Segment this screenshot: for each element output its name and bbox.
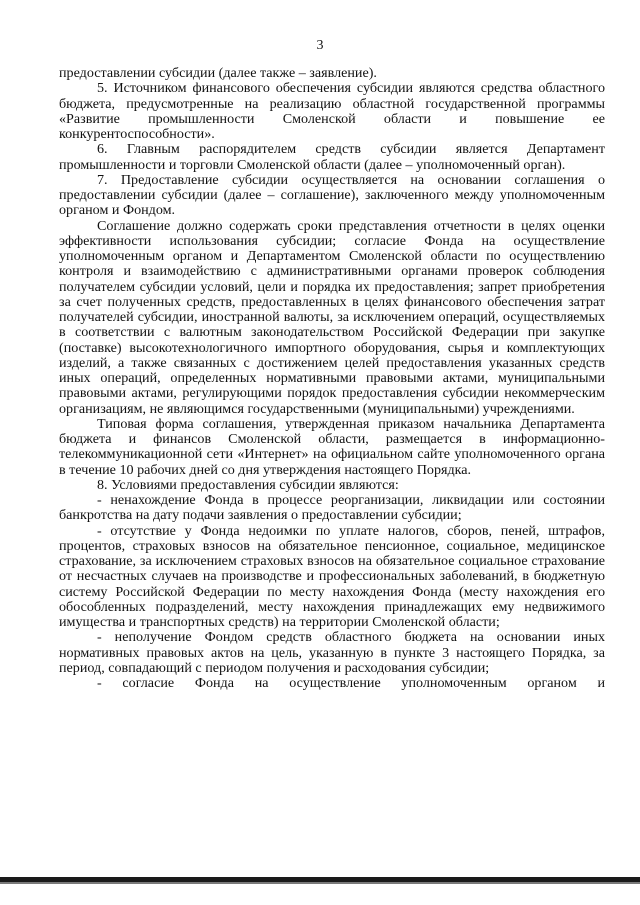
scan-bottom-shadow <box>0 882 640 884</box>
condition-no-other-funding: - неполучение Фондом средств областного бюджета на основании иных нормативных правовых актов на цель, указанную в пункте 3 настоящего Порядка, за период, совпадающий с периодом получения и расходования субсидии; <box>59 629 605 676</box>
condition-no-tax-arrears: - отсутствие у Фонда недоимки по уплате налогов, сборов, пеней, штрафов, процентов, страховых взносов на обязательное пенсионное, социальное, медицинское страхование, за исключением страховых взносов на обязательное социальное страхование от несчастных случаев на производстве и профессиональных заболеваний, в бюджетную систему Российской Федерации по месту нахождения Фонда (месту нахождения его обособленных подразделений, месту нахождения принадлежащих ему недвижимого имущества и транспортных средств) на территории Смоленской области; <box>59 522 605 630</box>
paragraph-item-7: 7. Предоставление субсидии осуществляется на основании соглашения о предоставлении субсидии (далее – соглашение), заключенного между уполномоченным органом и Фондом. <box>59 171 605 219</box>
paragraph-item-8: 8. Условиями предоставления субсидии являются: <box>97 476 399 493</box>
paragraph-agreement-contents: Соглашение должно содержать сроки представления отчетности в целях оценки эффективности использования субсидии; согласие Фонда на осуществление уполномоченным органом и Департаментом Смоленской области по осуществлению контроля и взаимодействию с административными органами проверок соблюдения получателем субсидии условий, цели и порядка их предоставления; запрет приобретения за счет полученных средств, предоставленных в целях финансового обеспечения затрат получателей субсидии, иностранной валюты, за исключением операций, осуществляемых в соответствии с валютным законодательством Российской Федерации при закупке (поставке) высокотехнологичного импортного оборудования, сырья и комплектующих изделий, а также связанных с достижением целей предоставления указанных средств иных операций, определенных нормативными правовыми актами, муниципальными правовыми актами, регулирующими порядок предоставления субсидии некоммерческим организациям, не являющимся государственными (муниципальными) учреждениями. <box>59 217 605 417</box>
paragraph-item-6: 6. Главным распорядителем средств субсидии является Департамент промышленности и торговли Смоленской области (далее – уполномоченный орган). <box>59 141 605 173</box>
paragraph-item-5: 5. Источником финансового обеспечения субсидии являются средства областного бюджета, предусмотренные на реализацию областной государственной программы «Развитие промышленности Смоленской области и повышение ее конкурентоспособности». <box>59 80 605 142</box>
document-body <box>59 66 605 691</box>
page-number: 3 <box>316 38 324 53</box>
paragraph-continuation: предоставлении субсидии (далее также – заявление). <box>59 65 377 81</box>
condition-consent: - согласие Фонда на осуществление уполномоченным органом и <box>97 675 605 691</box>
condition-no-bankruptcy: - ненахождение Фонда в процессе реорганизации, ликвидации или состоянии банкротства на дату подачи заявления о предоставлении субсидии; <box>59 492 605 524</box>
paragraph-typical-form: Типовая форма соглашения, утвержденная приказом начальника Департамента бюджета и финансов Смоленской области, размещается в информационно-телекоммуникационной сети «Интернет» на официальном сайте уполномоченного органа в течение 10 рабочих дней со дня утверждения настоящего Порядка. <box>59 415 605 478</box>
